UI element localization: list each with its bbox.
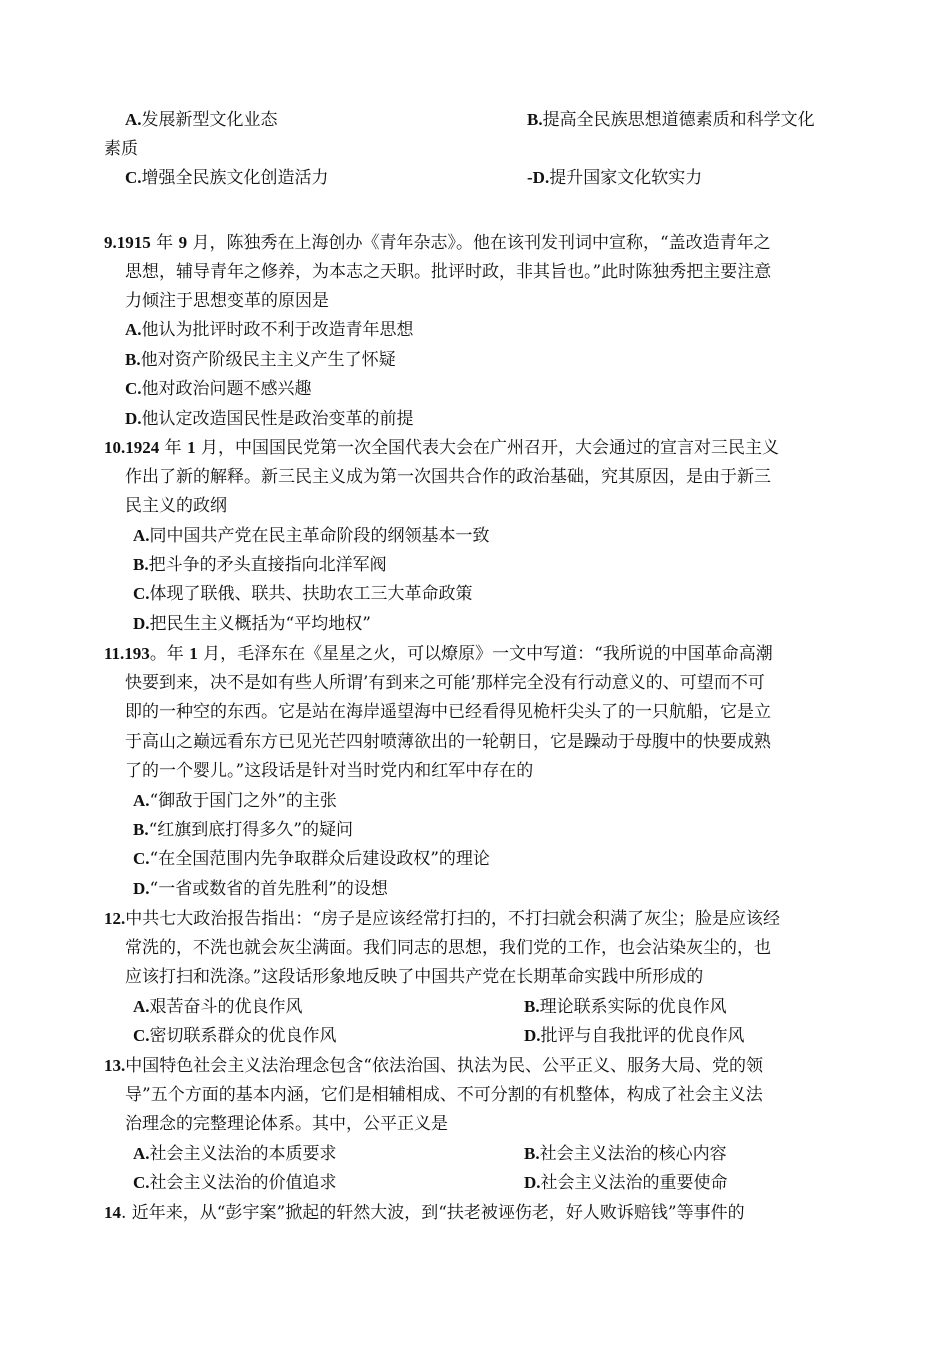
q9-option-b: B.他对资产阶级民主主义产生了怀疑 xyxy=(125,350,396,370)
q10-stem-line-2: 作出了新的解释。新三民主义成为第一次国共合作的政治基础，究其原因，是由于新三 xyxy=(125,467,771,487)
q12-stem-line-3: 应该打扫和洗涤。”这段话形象地反映了中国共产党在长期革命实践中所形成的 xyxy=(125,967,704,987)
q8-option-d: -D.提升国家文化软实力 xyxy=(527,168,703,188)
q9-stem-line-1: 9.1915 年 9 月，陈独秀在上海创办《青年杂志》。他在该刊发刊词中宣称，“盖改造青年之 xyxy=(104,233,771,253)
q11-option-a: A.“御敌于国门之外”的主张 xyxy=(133,791,337,811)
q12-option-d: D.批评与自我批评的优良作风 xyxy=(524,1026,745,1046)
q10-option-c: C.体现了联俄、联共、扶助农工三大革命政策 xyxy=(133,584,473,604)
q12-stem-line-1: 12.中共七大政治报告指出：“房子是应该经常打扫的，不打扫就会积满了灰尘；脸是应该经 xyxy=(104,909,780,929)
q8-option-c: C.增强全民族文化创造活力 xyxy=(125,168,329,188)
q11-stem-line-3: 即的一种空的东西。它是站在海岸遥望海中已经看得见桅杆尖头了的一只航船，它是立 xyxy=(125,702,771,722)
q13-option-a: A.社会主义法治的本质要求 xyxy=(133,1144,337,1164)
q9-stem-line-2: 思想，辅导青年之修养，为本志之天职。批评时政，非其旨也。”此时陈独秀把主要注意 xyxy=(125,262,772,282)
q12-option-c: C.密切联系群众的优良作风 xyxy=(133,1026,337,1046)
q11-stem-line-1: 11.193。年 1 月，毛泽东在《星星之火，可以燎原》一文中写道：“我所说的中国革命高潮 xyxy=(104,644,773,664)
q11-stem-line-2: 快要到来，决不是如有些人所谓’有到来之可能’那样完全没有行动意义的、可望而不可 xyxy=(125,673,765,693)
q9-stem-line-3: 力倾注于思想变革的原因是 xyxy=(125,291,329,311)
q11-stem-line-4: 于高山之巅远看东方已见光芒四射喷薄欲出的一轮朝日，它是躁动于母腹中的快要成熟 xyxy=(125,732,771,752)
q10-stem-line-3: 民主义的政纲 xyxy=(125,496,227,516)
q13-stem-line-3: 治理念的完整理论体系。其中，公平正义是 xyxy=(125,1114,448,1134)
q11-option-d: D.“一省或数省的首先胜利”的设想 xyxy=(133,879,388,899)
q8-option-a: A.发展新型文化业态 xyxy=(125,110,278,130)
q10-option-d: D.把民生主义概括为“平均地权” xyxy=(133,614,371,634)
q10-stem-line-1: 10.1924 年 1 月，中国国民党第一次全国代表大会在广州召开，大会通过的宣言对三民主义 xyxy=(104,438,779,458)
q10-option-a: A.同中国共产党在民主革命阶段的纲领基本一致 xyxy=(133,526,490,546)
q13-option-d: D.社会主义法治的重要使命 xyxy=(524,1173,728,1193)
q13-option-b: B.社会主义法治的核心内容 xyxy=(524,1144,727,1164)
q8-option-b-wrap: 素质 xyxy=(104,139,138,159)
q10-option-b: B.把斗争的矛头直接指向北洋军阀 xyxy=(133,555,387,575)
q14-stem-line-1: 14. 近年来，从“彭宇案”掀起的轩然大波，到“扶老被诬伤老，好人败诉赔钱”等事件的 xyxy=(104,1203,745,1223)
q12-option-b: B.理论联系实际的优良作风 xyxy=(524,997,727,1017)
q11-stem-line-5: 了的一个婴儿。”这段话是针对当时党内和红军中存在的 xyxy=(125,761,534,781)
q13-stem-line-1: 13.中国特色社会主义法治理念包含“依法治国、执法为民、公平正义、服务大局、党的领 xyxy=(104,1056,763,1076)
q12-option-a: A.艰苦奋斗的优良作风 xyxy=(133,997,303,1017)
q12-stem-line-2: 常洗的，不洗也就会灰尘满面。我们同志的思想，我们党的工作，也会沾染灰尘的，也 xyxy=(125,938,771,958)
q9-option-c: C.他对政治问题不感兴趣 xyxy=(125,379,312,399)
q13-option-c: C.社会主义法治的价值追求 xyxy=(133,1173,337,1193)
q9-option-d: D.他认定改造国民性是政治变革的前提 xyxy=(125,409,414,429)
q8-option-b: B.提高全民族思想道德素质和科学文化 xyxy=(527,110,815,130)
q13-stem-line-2: 导”五个方面的基本内涵，它们是相辅相成、不可分割的有机整体，构成了社会主义法 xyxy=(125,1085,763,1105)
q11-option-b: B.“红旗到底打得多久”的疑问 xyxy=(133,820,353,840)
q11-option-c: C.“在全国范围内先争取群众后建设政权”的理论 xyxy=(133,849,490,869)
q9-option-a: A.他认为批评时政不利于改造青年思想 xyxy=(125,320,414,340)
